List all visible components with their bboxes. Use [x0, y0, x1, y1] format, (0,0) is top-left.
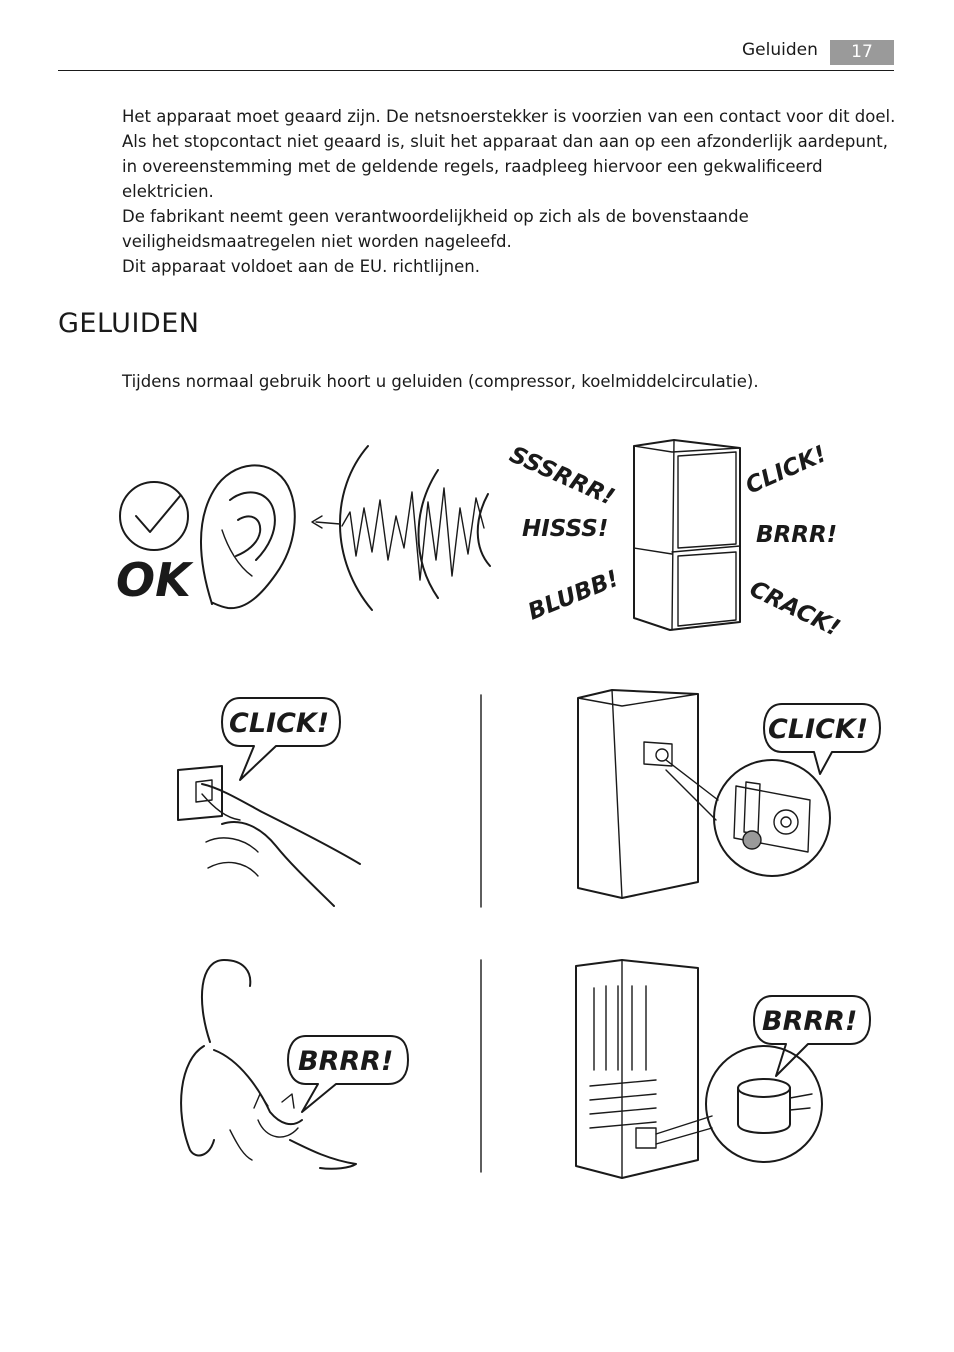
- sound-word: BRRR!: [298, 1046, 394, 1077]
- fridge-back-icon: [576, 960, 698, 1178]
- sound-wave-icon: [312, 446, 490, 610]
- intro-paragraph: Het apparaat moet geaard zijn. De netsnoerstekker is voorzien van een contact voor dit doel. Als het stopcontact niet geaard is, sluit het apparaat dan aan op een afzonderlijk aardepunt, in overeenstemming met de geldende regels, raadpleeg hiervoor een gekwalificeerd elektricien.: [122, 107, 896, 201]
- compressor-magnify-icon: [656, 1046, 822, 1162]
- sound-word: CRACK!: [745, 576, 844, 642]
- fridge-freezer-icon: [634, 440, 740, 630]
- header-section-label: Geluiden: [742, 40, 818, 60]
- thermostat-magnify-icon: [666, 760, 830, 876]
- sound-word: BRRR!: [756, 522, 838, 548]
- sound-word: CLICK!: [229, 708, 330, 739]
- sound-word: BLUBB!: [524, 565, 623, 626]
- intro-paragraph: De fabrikant neemt geen verantwoordelijkheid op zich als de bovenstaande veiligheidsmaatregelen niet worden nageleefd.: [122, 207, 749, 251]
- sound-word: SSSRRR!: [505, 441, 619, 511]
- intro-paragraph: Dit apparaat voldoet aan de EU. richtlijnen.: [122, 257, 480, 276]
- page-number: 17: [830, 40, 894, 65]
- ok-label: OK: [116, 553, 191, 607]
- sound-word: HISSS!: [522, 516, 609, 542]
- hand-icon: [202, 784, 360, 906]
- fridge-icon: [578, 690, 698, 898]
- section-title: GELUIDEN: [58, 308, 200, 339]
- sound-word: CLICK!: [768, 714, 869, 745]
- wall-switch-icon: [178, 766, 222, 820]
- sound-word: CLICK!: [741, 441, 831, 500]
- section-text: Tijdens normaal gebruik hoort u geluiden (compressor, koelmiddelcirculatie).: [122, 372, 759, 391]
- ok-check-icon: [120, 482, 188, 550]
- ear-icon: [201, 465, 295, 608]
- sound-word: BRRR!: [762, 1006, 858, 1037]
